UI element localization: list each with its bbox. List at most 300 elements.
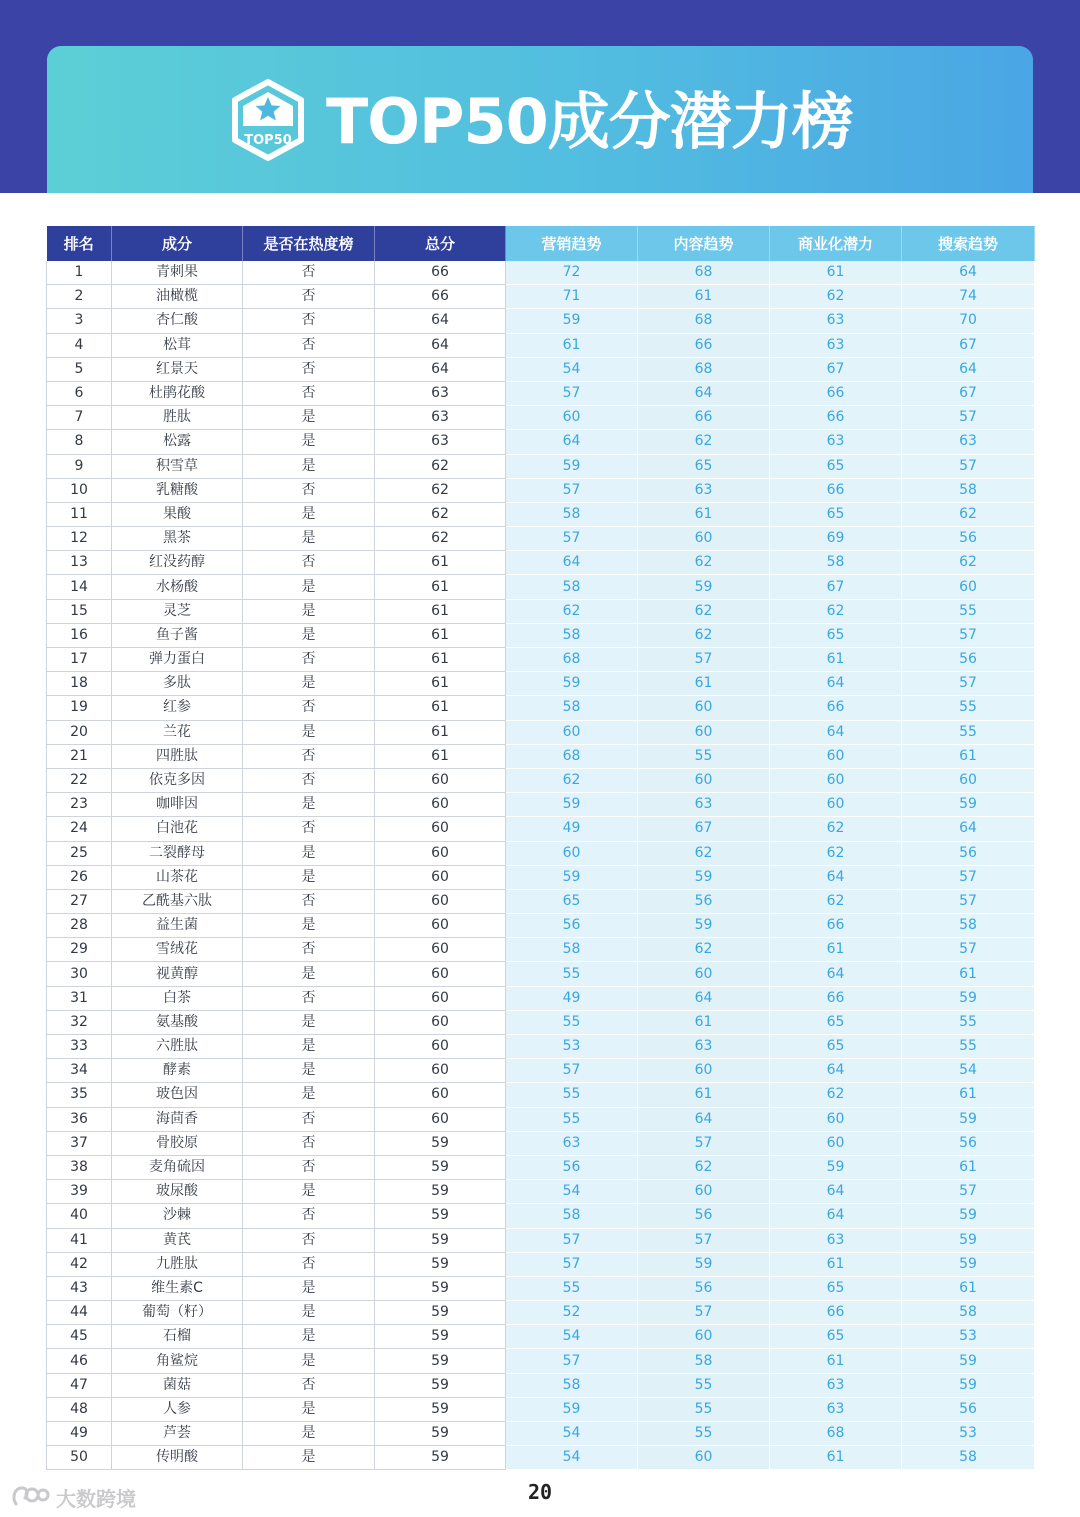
cell-on-hot-list: 是 xyxy=(243,962,375,986)
cell-ingredient: 乳糖酸 xyxy=(112,478,243,502)
cell-commercial-potential: 60 xyxy=(770,1131,902,1155)
cell-marketing-trend: 61 xyxy=(506,333,638,357)
header-marketing-trend: 营销趋势 xyxy=(506,226,638,261)
cell-search-trend: 56 xyxy=(902,648,1035,672)
cell-search-trend: 53 xyxy=(902,1325,1035,1349)
cell-rank: 15 xyxy=(47,599,112,623)
cell-on-hot-list: 否 xyxy=(243,696,375,720)
table-row xyxy=(47,381,1035,405)
header-on-hot-list: 是否在热度榜 xyxy=(243,226,375,261)
cell-on-hot-list: 否 xyxy=(243,938,375,962)
cell-marketing-trend: 58 xyxy=(506,502,638,526)
cell-search-trend: 57 xyxy=(902,865,1035,889)
table-row xyxy=(47,914,1035,938)
cell-search-trend: 67 xyxy=(902,381,1035,405)
cell-rank: 11 xyxy=(47,502,112,526)
cell-content-trend: 55 xyxy=(638,1422,770,1446)
cell-search-trend: 58 xyxy=(902,1446,1035,1470)
cell-search-trend: 63 xyxy=(902,430,1035,454)
cell-total-score: 60 xyxy=(375,768,506,792)
cell-commercial-potential: 67 xyxy=(770,575,902,599)
cell-ingredient: 传明酸 xyxy=(112,1446,243,1470)
cell-total-score: 60 xyxy=(375,986,506,1010)
cell-rank: 48 xyxy=(47,1397,112,1421)
cell-rank: 2 xyxy=(47,285,112,309)
header-search-trend: 搜索趋势 xyxy=(902,226,1035,261)
cell-content-trend: 57 xyxy=(638,648,770,672)
cell-commercial-potential: 64 xyxy=(770,865,902,889)
cell-search-trend: 74 xyxy=(902,285,1035,309)
cell-marketing-trend: 49 xyxy=(506,986,638,1010)
cell-marketing-trend: 54 xyxy=(506,357,638,381)
table-row xyxy=(47,357,1035,381)
cell-rank: 43 xyxy=(47,1276,112,1300)
cell-commercial-potential: 60 xyxy=(770,768,902,792)
table-row xyxy=(47,1301,1035,1325)
cell-marketing-trend: 64 xyxy=(506,430,638,454)
cell-marketing-trend: 57 xyxy=(506,1349,638,1373)
cell-content-trend: 57 xyxy=(638,1131,770,1155)
cell-ingredient: 山茶花 xyxy=(112,865,243,889)
cell-total-score: 60 xyxy=(375,889,506,913)
table-row xyxy=(47,478,1035,502)
cell-rank: 23 xyxy=(47,793,112,817)
cell-content-trend: 60 xyxy=(638,720,770,744)
cell-rank: 47 xyxy=(47,1373,112,1397)
cell-rank: 50 xyxy=(47,1446,112,1470)
table-row xyxy=(47,1107,1035,1131)
cell-rank: 5 xyxy=(47,357,112,381)
cell-ingredient: 青刺果 xyxy=(112,261,243,285)
cell-commercial-potential: 65 xyxy=(770,623,902,647)
header-content-trend: 内容趋势 xyxy=(638,226,770,261)
cell-content-trend: 62 xyxy=(638,623,770,647)
table-row xyxy=(47,1155,1035,1179)
table-row xyxy=(47,1349,1035,1373)
cell-content-trend: 56 xyxy=(638,1276,770,1300)
cell-search-trend: 56 xyxy=(902,841,1035,865)
table-body xyxy=(47,261,1035,1470)
cell-total-score: 62 xyxy=(375,527,506,551)
cell-rank: 45 xyxy=(47,1325,112,1349)
cell-ingredient: 雪绒花 xyxy=(112,938,243,962)
cell-search-trend: 60 xyxy=(902,768,1035,792)
cell-marketing-trend: 68 xyxy=(506,744,638,768)
watermark xyxy=(10,1482,136,1512)
cell-search-trend: 54 xyxy=(902,1059,1035,1083)
cell-search-trend: 57 xyxy=(902,623,1035,647)
table-row xyxy=(47,793,1035,817)
cell-total-score: 60 xyxy=(375,817,506,841)
cell-search-trend: 57 xyxy=(902,1180,1035,1204)
cell-marketing-trend: 58 xyxy=(506,575,638,599)
cell-commercial-potential: 62 xyxy=(770,889,902,913)
cell-on-hot-list: 否 xyxy=(243,285,375,309)
cell-commercial-potential: 64 xyxy=(770,1204,902,1228)
cell-commercial-potential: 63 xyxy=(770,1228,902,1252)
cell-search-trend: 59 xyxy=(902,1373,1035,1397)
cell-rank: 40 xyxy=(47,1204,112,1228)
cell-content-trend: 66 xyxy=(638,406,770,430)
cell-marketing-trend: 59 xyxy=(506,1397,638,1421)
cell-ingredient: 九胜肽 xyxy=(112,1252,243,1276)
cell-total-score: 59 xyxy=(375,1301,506,1325)
cell-ingredient: 杏仁酸 xyxy=(112,309,243,333)
cell-content-trend: 60 xyxy=(638,1325,770,1349)
cell-search-trend: 58 xyxy=(902,1301,1035,1325)
cell-commercial-potential: 64 xyxy=(770,720,902,744)
cell-on-hot-list: 否 xyxy=(243,357,375,381)
cell-ingredient: 积雪草 xyxy=(112,454,243,478)
cell-rank: 41 xyxy=(47,1228,112,1252)
cell-rank: 14 xyxy=(47,575,112,599)
cell-content-trend: 68 xyxy=(638,357,770,381)
cell-commercial-potential: 64 xyxy=(770,1059,902,1083)
cell-on-hot-list: 是 xyxy=(243,527,375,551)
cell-total-score: 59 xyxy=(375,1228,506,1252)
page-number: 20 xyxy=(527,1480,553,1504)
cell-total-score: 60 xyxy=(375,1010,506,1034)
cell-content-trend: 60 xyxy=(638,768,770,792)
cell-on-hot-list: 是 xyxy=(243,502,375,526)
cell-on-hot-list: 是 xyxy=(243,1397,375,1421)
cell-content-trend: 62 xyxy=(638,599,770,623)
cell-search-trend: 60 xyxy=(902,575,1035,599)
cell-ingredient: 海茴香 xyxy=(112,1107,243,1131)
cell-commercial-potential: 65 xyxy=(770,502,902,526)
cell-ingredient: 二裂酵母 xyxy=(112,841,243,865)
cell-content-trend: 61 xyxy=(638,672,770,696)
cell-search-trend: 57 xyxy=(902,672,1035,696)
header-row xyxy=(47,226,1035,261)
cell-commercial-potential: 65 xyxy=(770,1010,902,1034)
table-row xyxy=(47,696,1035,720)
table-row xyxy=(47,1083,1035,1107)
cell-marketing-trend: 57 xyxy=(506,1059,638,1083)
cell-marketing-trend: 62 xyxy=(506,599,638,623)
cell-total-score: 66 xyxy=(375,261,506,285)
cell-rank: 9 xyxy=(47,454,112,478)
cell-commercial-potential: 66 xyxy=(770,1301,902,1325)
cell-content-trend: 68 xyxy=(638,261,770,285)
cell-marketing-trend: 60 xyxy=(506,720,638,744)
cell-rank: 46 xyxy=(47,1349,112,1373)
cell-total-score: 59 xyxy=(375,1131,506,1155)
cell-search-trend: 67 xyxy=(902,333,1035,357)
cell-on-hot-list: 否 xyxy=(243,551,375,575)
cell-rank: 31 xyxy=(47,986,112,1010)
cell-ingredient: 红参 xyxy=(112,696,243,720)
cell-commercial-potential: 63 xyxy=(770,430,902,454)
cell-marketing-trend: 58 xyxy=(506,696,638,720)
cell-on-hot-list: 是 xyxy=(243,454,375,478)
cell-total-score: 61 xyxy=(375,575,506,599)
header-total-score: 总分 xyxy=(375,226,506,261)
cell-content-trend: 62 xyxy=(638,430,770,454)
cell-on-hot-list: 否 xyxy=(243,1228,375,1252)
cell-marketing-trend: 68 xyxy=(506,648,638,672)
cell-total-score: 61 xyxy=(375,720,506,744)
cell-search-trend: 64 xyxy=(902,817,1035,841)
cell-rank: 3 xyxy=(47,309,112,333)
cell-on-hot-list: 是 xyxy=(243,1180,375,1204)
table-row xyxy=(47,285,1035,309)
cell-content-trend: 58 xyxy=(638,1349,770,1373)
cell-search-trend: 55 xyxy=(902,1010,1035,1034)
cell-rank: 39 xyxy=(47,1180,112,1204)
cell-ingredient: 芦荟 xyxy=(112,1422,243,1446)
cell-marketing-trend: 57 xyxy=(506,1252,638,1276)
header-commercial-potential: 商业化潜力 xyxy=(770,226,902,261)
cell-search-trend: 59 xyxy=(902,1204,1035,1228)
watermark-text: 大数跨境 xyxy=(56,1486,136,1511)
cell-marketing-trend: 56 xyxy=(506,914,638,938)
cell-search-trend: 57 xyxy=(902,889,1035,913)
cell-total-score: 60 xyxy=(375,914,506,938)
cell-content-trend: 55 xyxy=(638,744,770,768)
cell-commercial-potential: 64 xyxy=(770,672,902,696)
cell-search-trend: 56 xyxy=(902,527,1035,551)
cell-commercial-potential: 66 xyxy=(770,406,902,430)
cell-rank: 36 xyxy=(47,1107,112,1131)
cell-on-hot-list: 是 xyxy=(243,1276,375,1300)
cell-content-trend: 64 xyxy=(638,1107,770,1131)
cell-on-hot-list: 是 xyxy=(243,841,375,865)
cell-total-score: 59 xyxy=(375,1180,506,1204)
header-ingredient: 成分 xyxy=(112,226,243,261)
cell-on-hot-list: 否 xyxy=(243,1373,375,1397)
cell-on-hot-list: 是 xyxy=(243,914,375,938)
cell-commercial-potential: 66 xyxy=(770,381,902,405)
cell-marketing-trend: 72 xyxy=(506,261,638,285)
cell-content-trend: 61 xyxy=(638,502,770,526)
cell-on-hot-list: 是 xyxy=(243,575,375,599)
cell-search-trend: 55 xyxy=(902,720,1035,744)
cell-marketing-trend: 52 xyxy=(506,1301,638,1325)
cell-on-hot-list: 否 xyxy=(243,1107,375,1131)
cell-search-trend: 53 xyxy=(902,1422,1035,1446)
cell-commercial-potential: 61 xyxy=(770,1446,902,1470)
cell-rank: 37 xyxy=(47,1131,112,1155)
cell-on-hot-list: 是 xyxy=(243,1301,375,1325)
cell-ingredient: 菌菇 xyxy=(112,1373,243,1397)
cell-total-score: 61 xyxy=(375,696,506,720)
cell-content-trend: 59 xyxy=(638,865,770,889)
table-row xyxy=(47,1180,1035,1204)
cell-commercial-potential: 66 xyxy=(770,696,902,720)
cell-on-hot-list: 否 xyxy=(243,817,375,841)
cell-content-trend: 63 xyxy=(638,478,770,502)
cell-rank: 44 xyxy=(47,1301,112,1325)
cell-rank: 22 xyxy=(47,768,112,792)
cell-total-score: 59 xyxy=(375,1204,506,1228)
cell-total-score: 60 xyxy=(375,962,506,986)
cell-rank: 1 xyxy=(47,261,112,285)
cell-ingredient: 氨基酸 xyxy=(112,1010,243,1034)
cell-on-hot-list: 是 xyxy=(243,1083,375,1107)
cell-commercial-potential: 59 xyxy=(770,1155,902,1179)
cell-content-trend: 60 xyxy=(638,696,770,720)
cell-total-score: 62 xyxy=(375,502,506,526)
table-row xyxy=(47,1059,1035,1083)
cell-on-hot-list: 是 xyxy=(243,430,375,454)
table-row xyxy=(47,768,1035,792)
table-row xyxy=(47,744,1035,768)
cell-commercial-potential: 62 xyxy=(770,1083,902,1107)
cell-content-trend: 61 xyxy=(638,1083,770,1107)
cell-search-trend: 61 xyxy=(902,1155,1035,1179)
cell-rank: 10 xyxy=(47,478,112,502)
cell-marketing-trend: 58 xyxy=(506,938,638,962)
cell-rank: 8 xyxy=(47,430,112,454)
cell-on-hot-list: 否 xyxy=(243,768,375,792)
cell-search-trend: 57 xyxy=(902,454,1035,478)
cell-on-hot-list: 否 xyxy=(243,1204,375,1228)
cell-content-trend: 61 xyxy=(638,285,770,309)
cell-marketing-trend: 55 xyxy=(506,1107,638,1131)
cell-marketing-trend: 64 xyxy=(506,551,638,575)
cell-commercial-potential: 63 xyxy=(770,309,902,333)
cell-on-hot-list: 否 xyxy=(243,1252,375,1276)
table-row xyxy=(47,672,1035,696)
cell-on-hot-list: 否 xyxy=(243,1131,375,1155)
table-row xyxy=(47,599,1035,623)
cell-marketing-trend: 57 xyxy=(506,381,638,405)
cell-ingredient: 灵芝 xyxy=(112,599,243,623)
cell-rank: 20 xyxy=(47,720,112,744)
cell-total-score: 61 xyxy=(375,648,506,672)
cell-search-trend: 58 xyxy=(902,914,1035,938)
cell-on-hot-list: 否 xyxy=(243,1155,375,1179)
cell-ingredient: 葡萄（籽） xyxy=(112,1301,243,1325)
cell-ingredient: 乙酰基六肽 xyxy=(112,889,243,913)
table-row xyxy=(47,1204,1035,1228)
cell-total-score: 59 xyxy=(375,1252,506,1276)
cell-marketing-trend: 54 xyxy=(506,1180,638,1204)
table-row xyxy=(47,720,1035,744)
cell-commercial-potential: 65 xyxy=(770,1276,902,1300)
cell-content-trend: 62 xyxy=(638,938,770,962)
cell-ingredient: 兰花 xyxy=(112,720,243,744)
cell-content-trend: 59 xyxy=(638,575,770,599)
table-row xyxy=(47,1373,1035,1397)
cell-content-trend: 59 xyxy=(638,1252,770,1276)
cell-rank: 13 xyxy=(47,551,112,575)
cell-on-hot-list: 是 xyxy=(243,1325,375,1349)
cell-total-score: 62 xyxy=(375,478,506,502)
cell-on-hot-list: 否 xyxy=(243,261,375,285)
cell-search-trend: 56 xyxy=(902,1397,1035,1421)
cell-rank: 32 xyxy=(47,1010,112,1034)
cell-search-trend: 58 xyxy=(902,478,1035,502)
cell-total-score: 61 xyxy=(375,551,506,575)
cell-content-trend: 60 xyxy=(638,1059,770,1083)
cell-ingredient: 松茸 xyxy=(112,333,243,357)
cell-ingredient: 益生菌 xyxy=(112,914,243,938)
cell-rank: 16 xyxy=(47,623,112,647)
cell-commercial-potential: 60 xyxy=(770,1107,902,1131)
cell-on-hot-list: 是 xyxy=(243,865,375,889)
cell-commercial-potential: 66 xyxy=(770,478,902,502)
cell-commercial-potential: 65 xyxy=(770,1035,902,1059)
table-row xyxy=(47,648,1035,672)
cell-rank: 35 xyxy=(47,1083,112,1107)
cell-commercial-potential: 61 xyxy=(770,1349,902,1373)
cell-content-trend: 68 xyxy=(638,309,770,333)
cell-marketing-trend: 59 xyxy=(506,865,638,889)
cell-commercial-potential: 66 xyxy=(770,914,902,938)
cell-search-trend: 61 xyxy=(902,962,1035,986)
table-row xyxy=(47,623,1035,647)
cell-content-trend: 61 xyxy=(638,1010,770,1034)
cell-marketing-trend: 55 xyxy=(506,962,638,986)
table-row xyxy=(47,1325,1035,1349)
cell-ingredient: 人参 xyxy=(112,1397,243,1421)
cell-total-score: 60 xyxy=(375,1107,506,1131)
ranking-table xyxy=(46,226,1035,1470)
cell-total-score: 59 xyxy=(375,1349,506,1373)
cell-marketing-trend: 59 xyxy=(506,793,638,817)
table-row xyxy=(47,1035,1035,1059)
cell-ingredient: 弹力蛋白 xyxy=(112,648,243,672)
cell-content-trend: 64 xyxy=(638,381,770,405)
table-row xyxy=(47,1397,1035,1421)
cell-ingredient: 维生素C xyxy=(112,1276,243,1300)
cell-marketing-trend: 53 xyxy=(506,1035,638,1059)
cell-rank: 24 xyxy=(47,817,112,841)
cell-ingredient: 黑茶 xyxy=(112,527,243,551)
cell-content-trend: 56 xyxy=(638,889,770,913)
logo-icon xyxy=(10,1484,50,1510)
cell-on-hot-list: 否 xyxy=(243,478,375,502)
table-row xyxy=(47,1276,1035,1300)
cell-marketing-trend: 62 xyxy=(506,768,638,792)
table-row xyxy=(47,575,1035,599)
cell-commercial-potential: 65 xyxy=(770,1325,902,1349)
cell-commercial-potential: 64 xyxy=(770,1180,902,1204)
cell-rank: 33 xyxy=(47,1035,112,1059)
cell-total-score: 61 xyxy=(375,623,506,647)
cell-total-score: 60 xyxy=(375,1083,506,1107)
cell-commercial-potential: 61 xyxy=(770,648,902,672)
cell-ingredient: 红景天 xyxy=(112,357,243,381)
cell-search-trend: 59 xyxy=(902,1107,1035,1131)
cell-search-trend: 61 xyxy=(902,744,1035,768)
cell-marketing-trend: 55 xyxy=(506,1083,638,1107)
cell-commercial-potential: 65 xyxy=(770,454,902,478)
table-row xyxy=(47,333,1035,357)
cell-rank: 38 xyxy=(47,1155,112,1179)
cell-on-hot-list: 否 xyxy=(243,381,375,405)
cell-rank: 4 xyxy=(47,333,112,357)
table-row xyxy=(47,261,1035,285)
cell-total-score: 60 xyxy=(375,841,506,865)
cell-rank: 21 xyxy=(47,744,112,768)
cell-ingredient: 依克多因 xyxy=(112,768,243,792)
cell-on-hot-list: 否 xyxy=(243,986,375,1010)
cell-commercial-potential: 67 xyxy=(770,357,902,381)
cell-marketing-trend: 65 xyxy=(506,889,638,913)
cell-total-score: 61 xyxy=(375,599,506,623)
cell-total-score: 61 xyxy=(375,744,506,768)
cell-ingredient: 视黄醇 xyxy=(112,962,243,986)
cell-total-score: 59 xyxy=(375,1397,506,1421)
cell-commercial-potential: 58 xyxy=(770,551,902,575)
cell-on-hot-list: 否 xyxy=(243,648,375,672)
cell-content-trend: 62 xyxy=(638,1155,770,1179)
cell-content-trend: 66 xyxy=(638,333,770,357)
cell-total-score: 66 xyxy=(375,285,506,309)
